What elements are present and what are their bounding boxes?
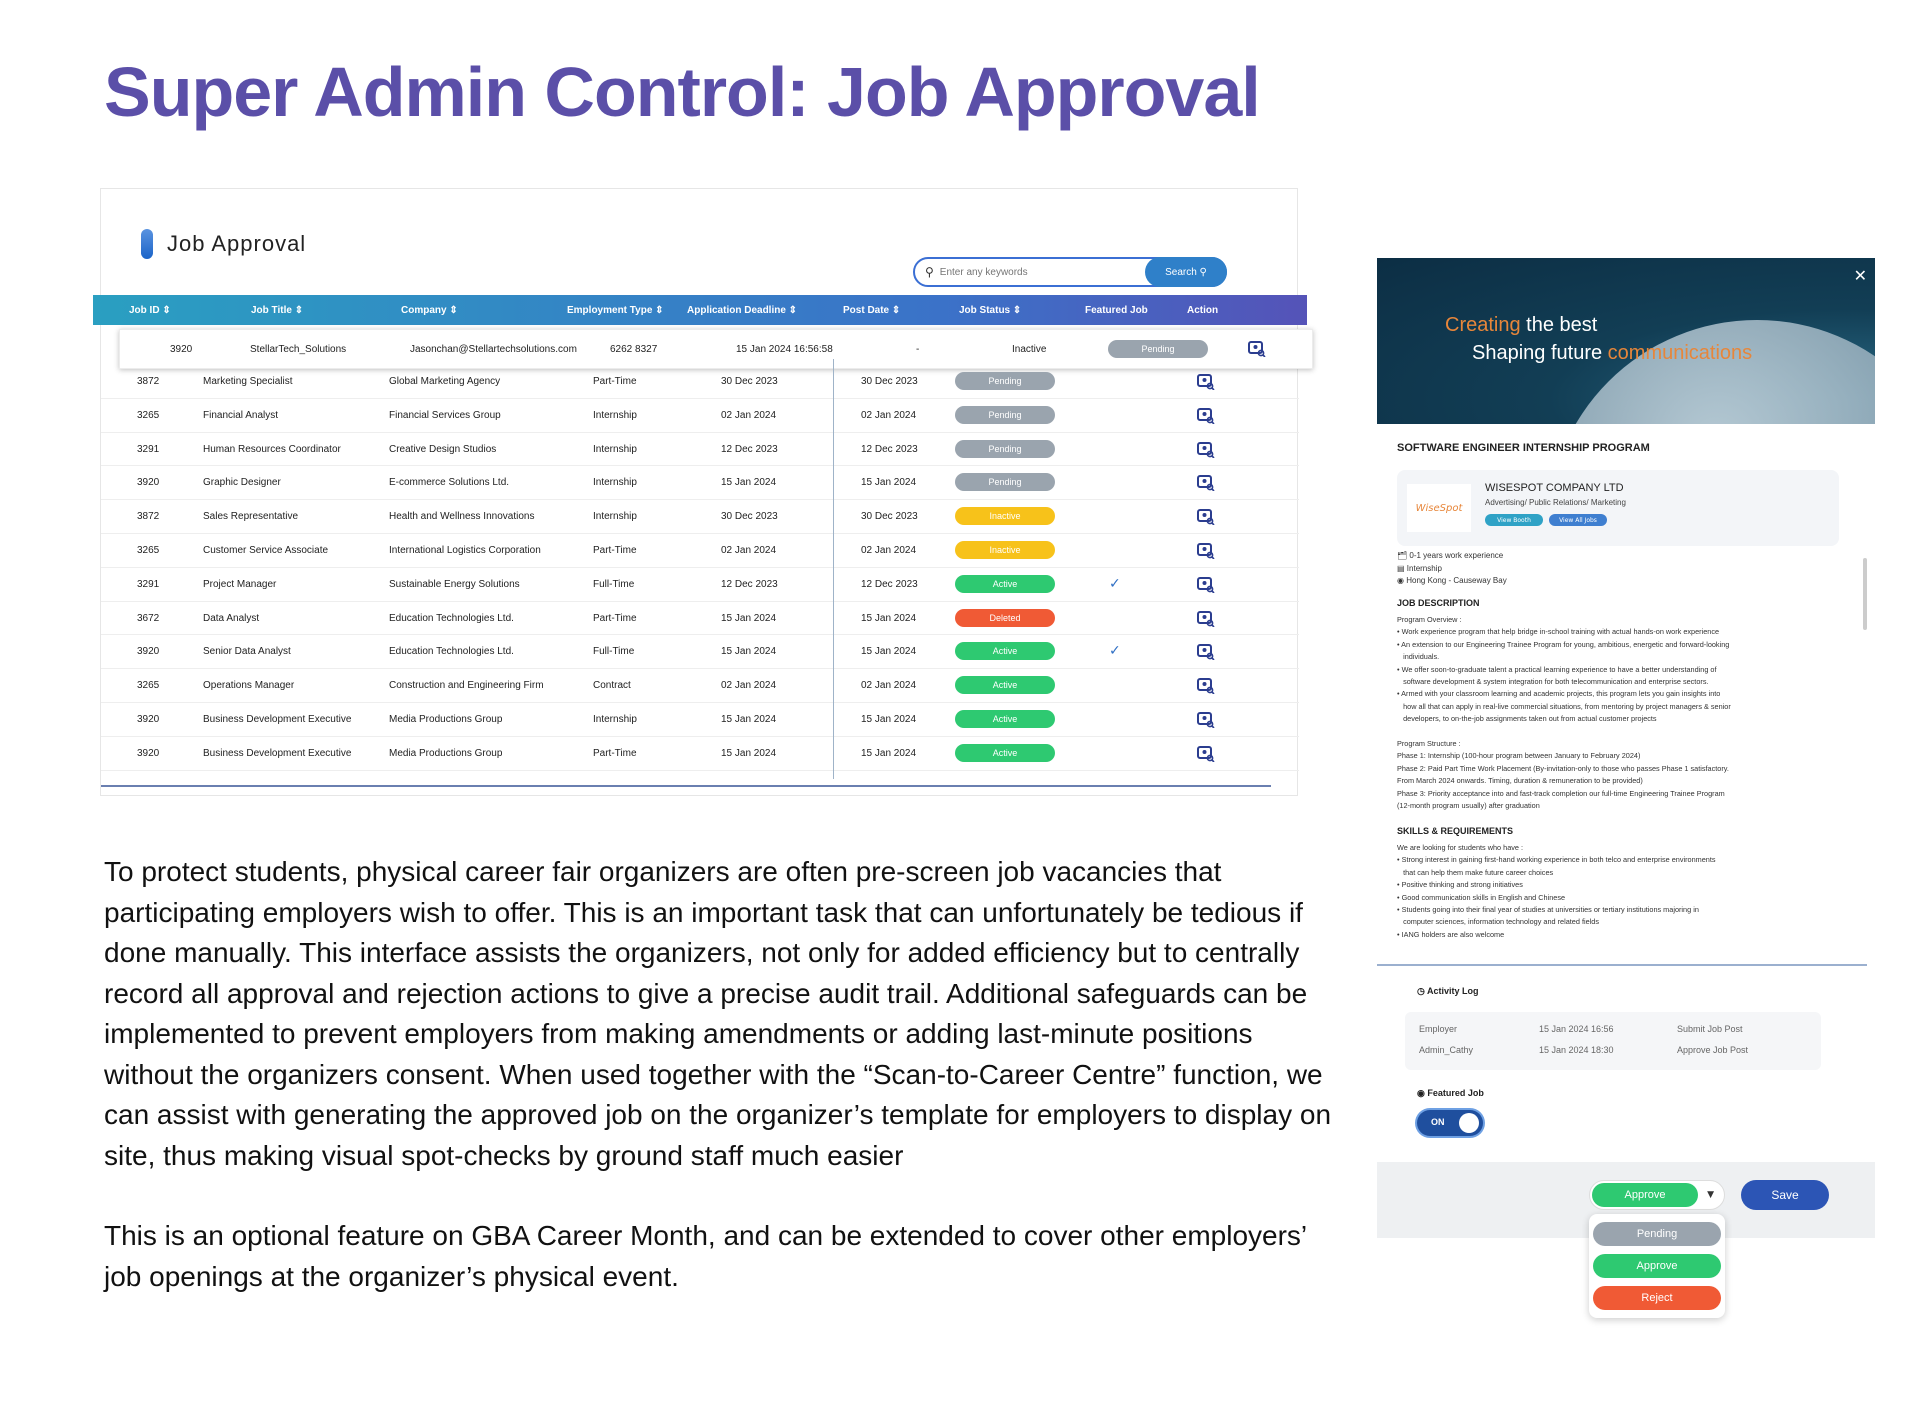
- table-row[interactable]: [101, 433, 1299, 467]
- option-reject[interactable]: Reject: [1593, 1286, 1721, 1310]
- text-line: Phase 1: Internship (100-hour program between January to February 2024): [1397, 751, 1641, 761]
- col-application-deadline[interactable]: Application Deadline ⇕: [687, 304, 798, 316]
- company-category: Advertising/ Public Relations/ Marketing: [1485, 498, 1626, 507]
- cell-deadline: 15 Jan 2024: [721, 646, 777, 658]
- cell-job-title: Data Analyst: [203, 612, 260, 624]
- cell-post-date: 12 Dec 2023: [861, 578, 918, 590]
- cell-post-date: 15 Jan 2024: [861, 713, 917, 725]
- cell-employment-type: Full-Time: [593, 646, 635, 658]
- text-line: computer sciences, information technology and related fields: [1397, 917, 1599, 927]
- col-label: Employment Type: [567, 304, 653, 316]
- cell-employment-type: Part-Time: [593, 376, 637, 387]
- activity-log: [1405, 1012, 1821, 1070]
- radio-icon: ◉: [1417, 1088, 1425, 1098]
- featured-label: Featured Job: [1427, 1088, 1484, 1098]
- table-row[interactable]: [101, 602, 1299, 636]
- cell-job-title: StellarTech_Solutions: [250, 344, 347, 355]
- log-who: Admin_Cathy: [1419, 1045, 1474, 1055]
- col-label: Post Date: [843, 304, 890, 316]
- review-icon[interactable]: [1197, 475, 1215, 491]
- text-line: • Students going into their final year of studies at universities or tertiary institutions majoring in: [1397, 905, 1699, 915]
- col-label: Company: [401, 304, 447, 316]
- cell-post-date: 15 Jan 2024: [861, 646, 917, 658]
- text-line: Program Structure :: [1397, 739, 1461, 749]
- cell-job-id: 3291: [137, 443, 160, 455]
- cell-deadline: 02 Jan 2024: [721, 409, 777, 421]
- job-approval-title: Job Approval: [167, 231, 307, 256]
- cell-post-date: -: [916, 344, 920, 355]
- close-icon[interactable]: ✕: [1853, 266, 1867, 285]
- activity-log-label: Activity Log: [1427, 986, 1479, 996]
- text-line: From March 2024 onwards. Timing, duration & remuneration to be provided): [1397, 776, 1643, 786]
- col-job-status[interactable]: Job Status ⇕: [959, 304, 1022, 316]
- cell-company: Creative Design Studios: [389, 443, 497, 455]
- review-icon[interactable]: [1197, 442, 1215, 458]
- cell-deadline: 15 Jan 2024: [721, 713, 777, 725]
- cell-job-id: 3265: [137, 409, 160, 421]
- company-banner: [1377, 258, 1875, 424]
- job-table-body: [101, 365, 1299, 771]
- cell-company: International Logistics Corporation: [389, 544, 541, 556]
- featured-check-icon: ✓: [1109, 643, 1121, 660]
- cell-deadline: 15 Jan 2024: [721, 747, 777, 759]
- log-time: 15 Jan 2024 16:56: [1539, 1024, 1614, 1034]
- cell-post-date: 15 Jan 2024: [861, 477, 917, 489]
- toggle-label: ON: [1431, 1117, 1445, 1127]
- review-icon[interactable]: [1197, 577, 1215, 593]
- cell-employment-type: Part-Time: [593, 544, 637, 556]
- cell-company: E-commerce Solutions Ltd.: [389, 477, 510, 489]
- search-input[interactable]: [940, 267, 1140, 278]
- cell-employment-type: Full-Time: [593, 578, 635, 590]
- cell-job-id: 3672: [137, 612, 160, 624]
- cell-job-id: 3920: [137, 713, 160, 725]
- cell-company: Financial Services Group: [389, 409, 501, 421]
- option-approve[interactable]: Approve: [1593, 1254, 1721, 1278]
- cell-job-id: 3920: [137, 477, 160, 489]
- table-row[interactable]: [101, 635, 1299, 669]
- col-action: Action: [1187, 304, 1219, 316]
- table-row[interactable]: [101, 399, 1299, 433]
- highlighted-row[interactable]: [119, 329, 1313, 369]
- banner-text: Shaping future: [1472, 342, 1608, 364]
- cell-company: Sustainable Energy Solutions: [389, 578, 520, 590]
- cell-employment-type: Contract: [593, 680, 631, 692]
- cell-job-title: Project Manager: [203, 578, 277, 590]
- cell-post-date: 30 Dec 2023: [861, 511, 918, 523]
- cell-deadline: 12 Dec 2023: [721, 578, 778, 590]
- cell-job-title: Business Development Executive: [203, 713, 352, 725]
- cell-deadline: 30 Dec 2023: [721, 376, 778, 387]
- cell-status: Inactive: [1012, 344, 1047, 355]
- text-line: • IANG holders are also welcome: [1397, 929, 1505, 939]
- scrollbar[interactable]: [1863, 558, 1867, 630]
- cell-company: Construction and Engineering Firm: [389, 680, 544, 692]
- table-row[interactable]: [101, 568, 1299, 602]
- cell-job-title: Customer Service Associate: [203, 544, 329, 556]
- review-icon[interactable]: [1197, 644, 1215, 660]
- status-badge: Inactive: [955, 541, 1055, 559]
- review-icon[interactable]: [1197, 746, 1215, 762]
- cell-deadline: 15 Jan 2024 16:56:58: [736, 344, 833, 355]
- approve-selected: Approve: [1592, 1183, 1698, 1207]
- experience-row: [1397, 550, 1507, 563]
- review-icon[interactable]: [1248, 341, 1266, 357]
- cell-post-date: 02 Jan 2024: [861, 409, 917, 421]
- text-line: • An extension to our Engineering Trainee Program for young, ambitious, energetic and forward-looking: [1397, 639, 1730, 649]
- table-row[interactable]: [101, 500, 1299, 534]
- text-line: • Good communication skills in English and Chinese: [1397, 892, 1566, 902]
- search-box: [913, 257, 1227, 287]
- status-badge: Inactive: [955, 507, 1055, 525]
- calendar-icon: ▤: [1397, 563, 1405, 573]
- cell-employment-type: Part-Time: [593, 612, 637, 624]
- cell-job-id: 3265: [137, 544, 160, 556]
- featured-pending-badge[interactable]: Pending: [1108, 340, 1208, 358]
- banner-text: communications: [1607, 342, 1753, 364]
- cell-employment-type: Internship: [593, 511, 637, 523]
- status-badge: Pending: [955, 440, 1055, 458]
- search-icon: ⚲: [925, 265, 934, 279]
- page-title: Super Admin Control: Job Approval: [104, 53, 1260, 131]
- skills-text: [1397, 842, 1716, 941]
- text-line: • We offer soon-to-graduate talent a practical learning experience to have a better understanding of: [1397, 664, 1717, 674]
- job-type-row: [1397, 563, 1507, 576]
- section-divider: [1377, 964, 1867, 966]
- description: [104, 852, 1344, 1297]
- cell-job-id: 3920: [137, 747, 160, 759]
- view-booth-button[interactable]: View Booth: [1485, 514, 1543, 526]
- status-badge: Active: [955, 744, 1055, 762]
- table-row[interactable]: [101, 466, 1299, 500]
- view-all-jobs-button[interactable]: View All Jobs: [1549, 514, 1607, 526]
- log-action: Submit Job Post: [1677, 1024, 1743, 1034]
- table-row[interactable]: [101, 669, 1299, 703]
- text-line: • Strong interest in gaining first-hand working experience in both telco and enterprise environments: [1397, 855, 1716, 865]
- log-time: 15 Jan 2024 18:30: [1539, 1045, 1614, 1055]
- cell-post-date: 02 Jan 2024: [861, 680, 917, 692]
- text-line: • Work experience program that help bridge in-school training with actual hands-on work experience: [1397, 627, 1720, 637]
- cell-post-date: 12 Dec 2023: [861, 443, 918, 455]
- job-detail-panel: [1377, 258, 1875, 1304]
- cell-job-title: Sales Representative: [203, 511, 299, 523]
- cell-job-id: 3872: [137, 376, 160, 387]
- text-line: individuals.: [1397, 652, 1440, 662]
- review-icon[interactable]: [1197, 712, 1215, 728]
- cell-job-id: 3920: [170, 344, 193, 355]
- status-badge: Active: [955, 676, 1055, 694]
- text-line: that can help them make future career choices: [1397, 867, 1554, 877]
- col-label: Job Status: [959, 304, 1011, 316]
- review-icon[interactable]: [1197, 678, 1215, 694]
- cell-employment-type: Internship: [593, 477, 637, 489]
- approval-dropdown[interactable]: [1589, 1180, 1725, 1210]
- cell-job-title: Graphic Designer: [203, 477, 281, 489]
- company-card: [1397, 470, 1839, 546]
- cell-employment-type: Internship: [593, 443, 637, 455]
- cell-job-title: Senior Data Analyst: [203, 646, 291, 658]
- text-line: software development & system integration for both telecommunication and enterprise sectors.: [1397, 677, 1709, 687]
- status-badge: Pending: [955, 406, 1055, 424]
- cell-job-id: 3291: [137, 578, 160, 590]
- cell-company: Education Technologies Ltd.: [389, 646, 514, 658]
- col-post-date[interactable]: Post Date ⇕: [843, 304, 901, 316]
- cell-employment-type: Part-Time: [593, 747, 637, 759]
- search-button[interactable]: Search ⚲: [1145, 257, 1227, 287]
- status-badge: Active: [955, 710, 1055, 728]
- status-badge: Deleted: [955, 609, 1055, 627]
- text-line: [1397, 726, 1731, 738]
- review-icon[interactable]: [1197, 543, 1215, 559]
- cell-deadline: 15 Jan 2024: [721, 477, 777, 489]
- col-label: Job Title: [251, 304, 292, 316]
- description-paragraph-2: This is an optional feature on GBA Career Month, and can be extended to cover other employers’ job openings at the organizer’s physical event.: [104, 1220, 1307, 1292]
- review-icon[interactable]: [1197, 509, 1215, 525]
- col-featured-job: Featured Job: [1085, 304, 1148, 316]
- cell-deadline: 02 Jan 2024: [721, 680, 777, 692]
- status-badge: Active: [955, 575, 1055, 593]
- cell-job-title: Human Resources Coordinator: [203, 443, 341, 455]
- cell-job-title: Marketing Specialist: [203, 376, 293, 387]
- col-company[interactable]: Company ⇕: [401, 304, 458, 316]
- cell-deadline: 30 Dec 2023: [721, 511, 778, 523]
- table-row[interactable]: [101, 534, 1299, 568]
- cell-company: Global Marketing Agency: [389, 376, 501, 387]
- cell-employment-type: 6262 8327: [610, 344, 658, 355]
- cell-post-date: 15 Jan 2024: [861, 747, 917, 759]
- panel-bottom-border: [101, 785, 1271, 787]
- program-title: SOFTWARE ENGINEER INTERNSHIP PROGRAM: [1397, 442, 1650, 454]
- search-button-label: Search: [1165, 266, 1197, 278]
- text-line: (12-month program usually) after graduation: [1397, 801, 1540, 811]
- cell-company: Jasonchan@Stellartechsolutions.com: [410, 344, 577, 355]
- text-line: Phase 3: Priority acceptance into and fast-track completion our full-time Engineering Trainee Program: [1397, 788, 1725, 798]
- featured-heading: [1417, 1088, 1484, 1099]
- text-line: Phase 2: Paid Part Time Work Placement (By-invitation-only to those who passes Phase 1 satisfactory.: [1397, 763, 1729, 773]
- job-description-heading: JOB DESCRIPTION: [1397, 598, 1480, 608]
- cell-post-date: 30 Dec 2023: [861, 376, 918, 387]
- text-line: developers, to on-the-job assignments taken out from actual customer projects: [1397, 714, 1657, 724]
- text-line: We are looking for students who have :: [1397, 843, 1524, 852]
- review-icon[interactable]: [1197, 408, 1215, 424]
- cell-company: Media Productions Group: [389, 747, 503, 759]
- cell-company: Education Technologies Ltd.: [389, 612, 514, 624]
- cell-deadline: 12 Dec 2023: [721, 443, 778, 455]
- job-approval-header: [141, 229, 306, 259]
- cell-job-title: Financial Analyst: [203, 409, 279, 421]
- featured-check-icon: ✓: [1109, 575, 1121, 592]
- cell-job-id: 3920: [137, 646, 160, 658]
- cell-employment-type: Internship: [593, 713, 637, 725]
- log-who: Employer: [1419, 1024, 1458, 1034]
- briefcase-icon: 🗂: [1397, 551, 1408, 560]
- approval-dropdown-menu: [1589, 1214, 1725, 1318]
- banner-text: Creating: [1445, 314, 1521, 336]
- location-row: [1397, 575, 1507, 588]
- featured-toggle[interactable]: [1417, 1110, 1483, 1136]
- cell-employment-type: Internship: [593, 409, 637, 421]
- company-name: WISESPOT COMPANY LTD: [1485, 482, 1624, 494]
- text-line: Program Overview :: [1397, 615, 1462, 624]
- table-row[interactable]: [101, 737, 1299, 771]
- title-accent-bar: [141, 229, 153, 259]
- job-description-text: [1397, 614, 1731, 812]
- toggle-knob: [1459, 1113, 1479, 1133]
- chevron-down-icon[interactable]: ▼: [1707, 1190, 1714, 1200]
- activity-log-heading: [1417, 986, 1479, 997]
- banner-line-1: [1445, 314, 1597, 337]
- status-badge: Pending: [955, 473, 1055, 491]
- col-label: Job ID: [129, 304, 160, 316]
- review-icon[interactable]: [1197, 374, 1215, 390]
- cell-deadline: 02 Jan 2024: [721, 544, 777, 556]
- status-badge: Pending: [955, 372, 1055, 390]
- col-employment-type[interactable]: Employment Type ⇕: [567, 304, 664, 316]
- cell-company: Health and Wellness Innovations: [389, 511, 535, 523]
- save-button[interactable]: Save: [1741, 1180, 1829, 1210]
- job-meta: [1397, 550, 1507, 588]
- cell-post-date: 15 Jan 2024: [861, 612, 917, 624]
- text-line: • Armed with your classroom learning and academic projects, this program lets you gain insights into: [1397, 689, 1721, 699]
- col-label: Application Deadline: [687, 304, 786, 316]
- option-pending[interactable]: Pending: [1593, 1222, 1721, 1246]
- cell-deadline: 15 Jan 2024: [721, 612, 777, 624]
- text-line: • Positive thinking and strong initiatives: [1397, 880, 1523, 890]
- skills-heading: SKILLS & REQUIREMENTS: [1397, 826, 1514, 836]
- review-icon[interactable]: [1197, 611, 1215, 627]
- col-job-id[interactable]: Job ID ⇕: [129, 304, 171, 316]
- cell-job-id: 3265: [137, 680, 160, 692]
- job-approval-panel: [100, 188, 1298, 796]
- cell-company: Media Productions Group: [389, 713, 503, 725]
- table-row[interactable]: [101, 703, 1299, 737]
- job-type-text: Internship: [1406, 563, 1442, 573]
- location-text: Hong Kong - Causeway Bay: [1406, 576, 1507, 585]
- cell-job-title: Operations Manager: [203, 680, 295, 692]
- description-paragraph-1: To protect students, physical career fair organizers are often pre-screen job vacancies that participating employers wish to offer. This is an important task that can unfortunately be tedious if done manually. This interface assists the organizers, not only for added efficiency but to centrally record all approval and rejection actions to give a precise audit trail. Additional safeguards can be implemented to prevent employers from making amendments or adding last-minute positions without the organizers consent. When used together with the “Scan-to-Career Centre” function, we can assist with generating the approved job on the organizer’s template for employers to display on site, thus making visual spot-checks by ground staff much easier: [104, 856, 1332, 1171]
- log-action: Approve Job Post: [1677, 1045, 1749, 1055]
- cell-post-date: 02 Jan 2024: [861, 544, 917, 556]
- banner-line-2: [1472, 342, 1752, 365]
- table-header: [93, 295, 1307, 325]
- table-divider-line: [833, 359, 834, 779]
- text-line: how all that can apply in real-live commercial situations, from mentoring by project managers & senior: [1397, 701, 1731, 711]
- experience-text: 0-1 years work experience: [1409, 551, 1504, 560]
- banner-text: the best: [1520, 314, 1598, 336]
- clock-icon: ◷: [1417, 986, 1425, 996]
- col-job-title[interactable]: Job Title ⇕: [251, 304, 304, 316]
- company-logo: WiseSpot: [1407, 484, 1471, 532]
- cell-job-id: 3872: [137, 511, 160, 523]
- status-badge: Active: [955, 642, 1055, 660]
- table-row[interactable]: [101, 365, 1299, 399]
- location-pin-icon: ◉: [1397, 576, 1404, 585]
- cell-job-title: Business Development Executive: [203, 747, 352, 759]
